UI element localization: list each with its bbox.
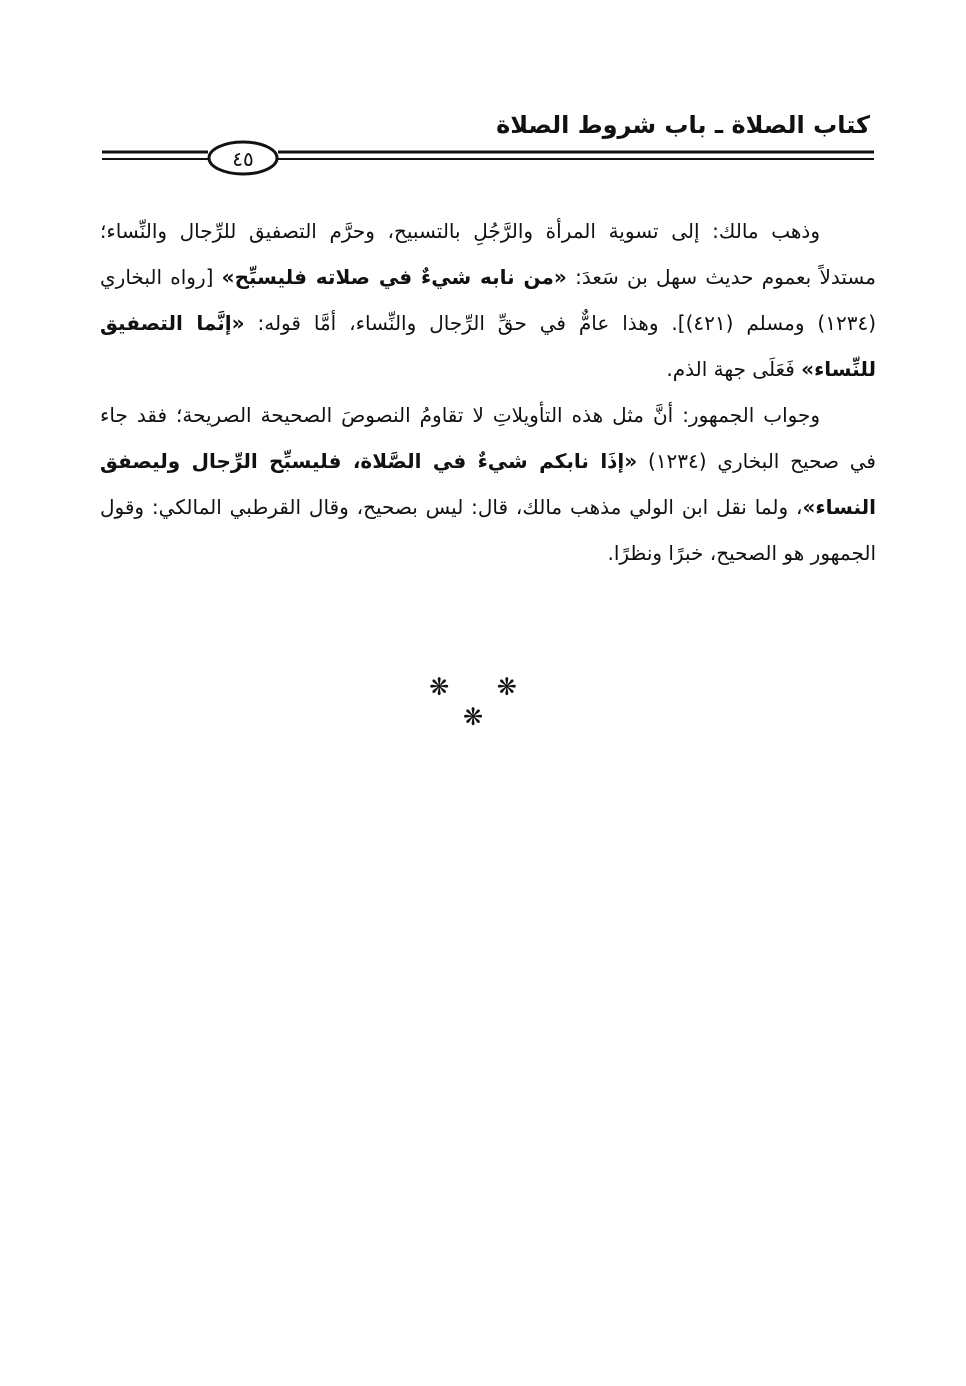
paragraph-text: وذهب مالك: إلى تسوية المرأة والرَّجُلِ بالتسبيح، وحرَّم التصفيق للرِّجال والنِّساء؛ مستدلاً بعموم حديث سهل بن سَعدَ: xyxy=(100,219,876,289)
body-text xyxy=(100,208,876,576)
hadith-quote: «من نابه شيءٌ في صلاته فليسبِّح» xyxy=(221,265,567,289)
hadith-quote: «إنَّما التصفيق للنِّساء» xyxy=(100,311,876,381)
paragraph-majority-response xyxy=(100,392,876,576)
hadith-quote: «إذَا نابكم شيءٌ في الصَّلاة، فليسبِّح الرِّجال وليصفق النساء» xyxy=(100,449,876,519)
paragraph-text: ، ولما نقل ابن الولي مذهب مالك، قال: ليس بصحيح، وقال القرطبي المالكي: وقول الجمهور هو الصحيح، خبرًا ونظرًا. xyxy=(100,495,876,565)
running-title: كتاب الصلاة ـ باب شروط الصلاة xyxy=(496,111,870,139)
section-separator: ❋ ❋ ❋ xyxy=(429,673,537,731)
paragraph-text: [رواه البخاري (١٢٣٤) ومسلم (٤٢١)]. وهذا عامٌّ في حقِّ الرِّجال والنِّساء، أمَّا قوله: xyxy=(100,265,876,335)
paragraph-maliki-view xyxy=(100,208,876,392)
page-number: ٤٥ xyxy=(232,147,254,171)
paragraph-text: وجواب الجمهور: أنَّ مثل هذه التأويلاتِ لا تقاومُ النصوصَ الصحيحة الصريحة؛ فقد جاء في صحيح البخاري (١٢٣٤) xyxy=(100,403,876,473)
paragraph-text: فَعَلَى جهة الذم. xyxy=(666,357,802,381)
